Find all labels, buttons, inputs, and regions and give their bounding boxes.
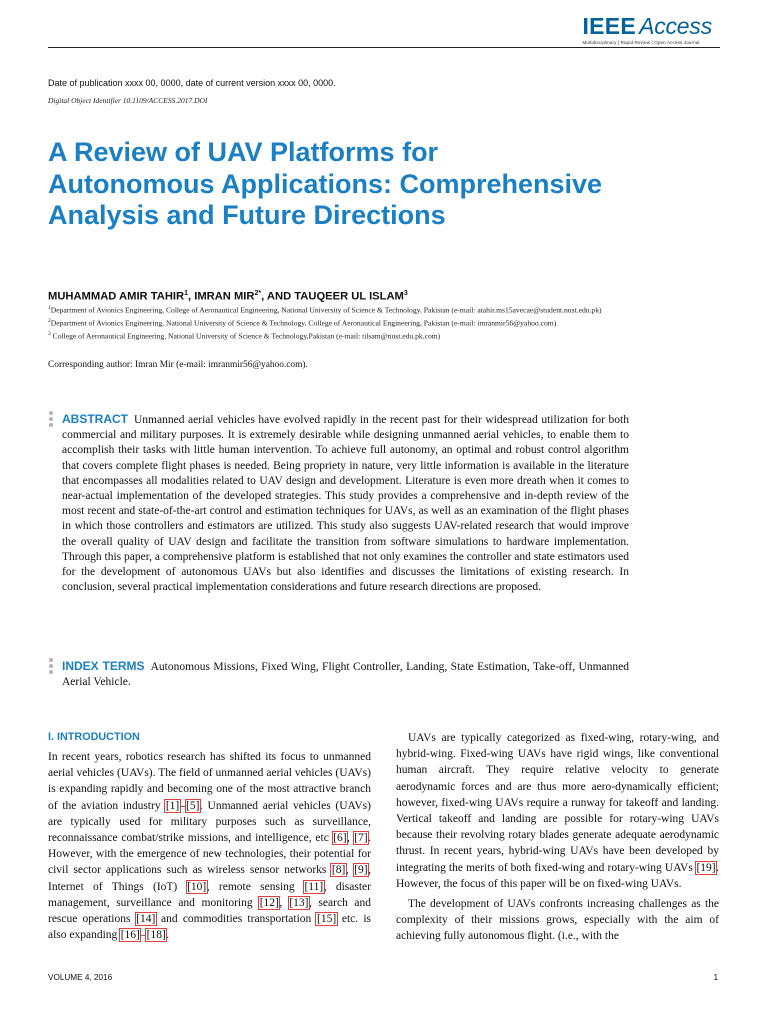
left-column [48,730,371,943]
text-run: . However, with the emergence of new technologies, their potential for civil sector applications such as wireless sensor networks [48,832,372,877]
affiliations [48,303,608,342]
text-run: . [166,929,170,942]
body-paragraph [396,730,719,892]
text-run: , [345,864,354,877]
text-run: , search and rescue operations [48,896,371,926]
affiliation-text: Department of Avionics Engineering, National University of Science & Technology, College of Aeronautical Engineering, Pakistan (e-mail: imranmir56@yahoo.com) [50,318,557,328]
text-run: , disaster management, surveillance and monitoring [48,880,371,909]
citation-link[interactable]: [1] [165,799,180,812]
citation-link[interactable]: [8] [331,864,346,877]
body-paragraph: The development of UAVs confronts increasing challenges as the complexity of their missions grows, especially with the aim of achieving fully autonomous flight. (i.e., with the [396,898,719,943]
affiliation-text: Department of Avionics Engineering, College of Aeronautical Engineering, National University of Science & Technology, Pakistan (e-mail: atahir.ms15avecae@student.nust.edu.pk) [50,305,602,315]
abstract-marker-dots [49,411,53,429]
author-affil-mark: 2* [254,290,262,297]
abstract-label: ABSTRACT [62,412,128,426]
affiliation-mark: 2 [48,318,51,325]
citation-link[interactable]: [7] [354,832,368,845]
text-run: , remote sensing [206,880,304,893]
citation-link[interactable]: [5] [186,799,200,812]
author-name: TAUQEER UL ISLAM [294,290,404,303]
abstract-text: Unmanned aerial vehicles have evolved rapidly in the recent past for their widespread utilization for both commercial and military purposes. It is extremely desirable while designing unmanned aerial vehicles, to enable them to accomplish their tasks with little human intervention. To achieve full autonomy, an optimal and robust control algorithm that covers complete flight phases is needed. Being propriety in nature, very little information is available in the literature that encompasses all modalities related to UAV design and development. Literature is even more dreath when it comes to near-actual implementation of the developed strategies. This study provides a comprehensive and in-depth review of the most recent and state-of-the-art control and estimation techniques for UAVs, as well as an examination of the flight phases in which those controllers and estimators are utilized. This study also suggests UAV-related research that would improve the overall quality of UAV design and facilitate the transition from software simulations to hardware implementation. Through this paper, a comprehensive platform is established that not only examines the controller and state estimators used for the development of autonomous UAVs but also identifies and discusses the limitations of existing research. In conclusion, several practical implementation considerations and future research directions are proposed. [62,414,629,594]
affiliation-item [48,316,608,329]
citation-link[interactable]: [9] [354,864,368,877]
logo-tagline: Multidisciplinary | Rapid Review | Open Access Journal [582,40,700,45]
text-run: , [347,832,354,845]
author-affil-mark: 3 [403,290,408,297]
author-separator: , AND [261,290,295,303]
citation-link[interactable]: [11] [304,880,324,893]
affiliation-item [48,329,608,342]
logo-access-text: Access [639,13,712,39]
corresponding-author: Corresponding author: Imran Mir (e-mail: imranmir56@yahoo.com). [48,360,308,370]
citation-link[interactable]: [15] [316,913,337,926]
intro-paragraph [48,749,371,943]
footer-volume: VOLUME 4, 2016 [48,973,113,982]
citation-link[interactable]: [12] [259,896,279,909]
paper-title: A Review of UAV Platforms for Autonomous Applications: Comprehensive Analysis and Future Directions [48,137,603,230]
index-marker-dots [49,658,53,676]
text-run: and commodities transportation [155,913,317,926]
citation-link[interactable]: [16] [120,929,140,942]
citation-link[interactable]: [13] [289,896,309,909]
citation-link[interactable]: [18] [146,929,166,942]
index-terms-label: INDEX TERMS [62,659,145,673]
index-terms-block [62,659,629,690]
affiliation-mark: 3 [48,331,51,338]
text-run: – [140,929,147,942]
section-heading: I. INTRODUCTION [48,731,140,743]
citation-link[interactable]: [6] [333,832,347,845]
citation-link[interactable]: [19] [696,861,716,874]
header-divider [48,47,720,48]
text-run: etc. is also expanding [48,913,371,942]
text-run: In recent years, robotics research has shifted its focus to unmanned aerial vehicles (UAVs). The field of unmanned aerial vehicles (UAVs) is expanding rapidly and becoming one of the most attractive branch of the aviation industry [48,751,371,812]
author-name: IMRAN MIR [194,290,255,303]
publication-date: Date of publication xxxx 00, 0000, date of current version xxxx 00, 0000. [48,78,336,88]
right-column [396,730,719,945]
journal-logo [582,14,712,45]
text-run: . However, the focus of this paper will be on fixed-wing UAVs. [396,861,719,890]
logo-ieee-text: IEEE [582,13,637,39]
affiliation-item [48,303,608,316]
citation-link[interactable]: [10] [187,880,207,893]
text-run: UAVs are typically categorized as fixed-wing, rotary-wing, and hybrid-wing. Fixed-wing UAVs have rigid wings, like conventional human aircraft. They require relative velocity to generate aerodynamic forces and are thus more aero-dynamically efficient; however, fixed-wing UAVs require a runway for takeoff and landing. Vertical takeoff and landing are possible for rotary-wing UAVs because their revolving rotary blades generate adequate aerodynamic thrust. In recent years, hybrid-wing UAVs have been developed by integrating the merits of both fixed-wing and rotary-wing UAVs [396,732,719,874]
index-terms-text: Autonomous Missions, Fixed Wing, Flight Controller, Landing, State Estimation, Take-off, Unmanned Aerial Vehicle. [62,661,629,689]
page-number: 1 [713,973,718,982]
text-run: , [279,896,289,909]
logo-wordmark [582,14,712,38]
text-run: . Unmanned aerial vehicles (UAVs) are typically used for military purposes such as surveillance, reconnaissance combat/strike missions, and intelligence, etc [48,799,371,845]
author-list [48,290,408,303]
affiliation-text: College of Aeronautical Engineering, National University of Science & Technology,Pakistan (e-mail: tilsam@nust.edu.pk.com) [50,331,441,341]
author-name: MUHAMMAD AMIR TAHIR [48,290,185,303]
text-run: – [179,799,186,812]
abstract-block [62,412,629,595]
author-separator: , [188,290,195,303]
affiliation-mark: 1 [48,305,51,311]
text-run: , Internet of Things (IoT) [48,864,372,893]
doi-line: Digital Object Identifier 10.1109/ACCESS.2017.DOI [48,96,208,105]
citation-link[interactable]: [14] [136,913,156,926]
author-affil-mark: 1 [184,290,188,297]
